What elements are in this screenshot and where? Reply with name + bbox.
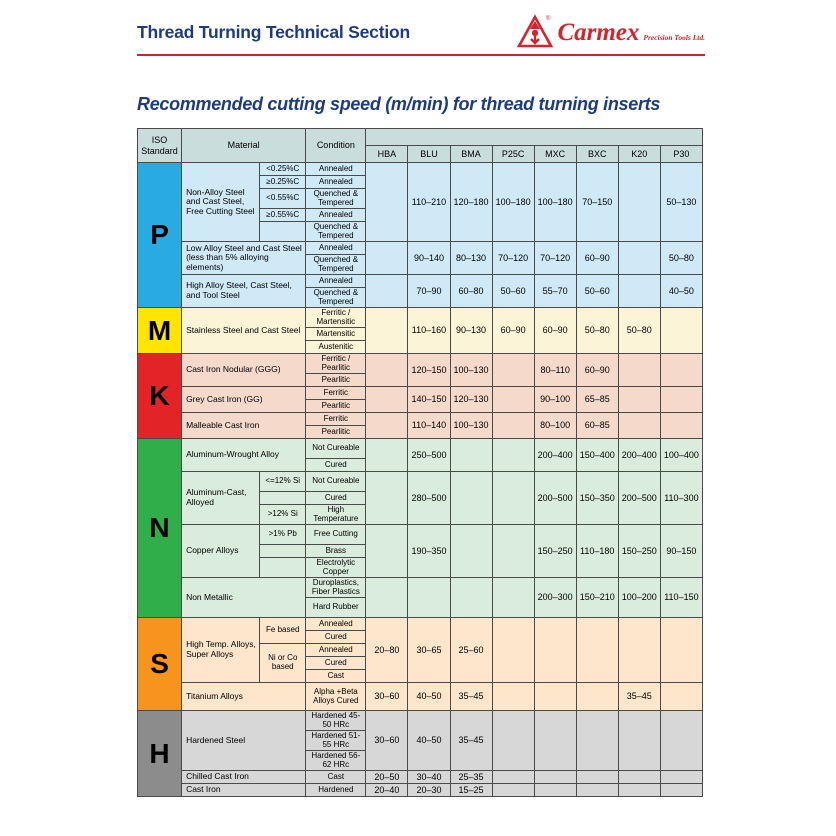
condition-cell: High Temperature bbox=[306, 505, 366, 525]
value-cell bbox=[618, 242, 660, 275]
condition-cell: Fe based bbox=[260, 618, 306, 644]
condition-cell: Ferritic / Martensitic bbox=[306, 308, 366, 328]
value-cell bbox=[618, 163, 660, 242]
condition-cell: Ferritic bbox=[306, 387, 366, 400]
value-cell bbox=[660, 354, 702, 387]
table-row bbox=[138, 618, 703, 631]
col-header-grade: HBA bbox=[366, 146, 408, 163]
value-cell bbox=[576, 771, 618, 784]
material-cell: High Temp. Alloys, Super Alloys bbox=[182, 618, 260, 683]
condition-cell: Hardened 45-50 HRc bbox=[306, 711, 366, 731]
value-cell: 35–45 bbox=[618, 683, 660, 711]
condition-cell: Quenched & Tempered bbox=[306, 255, 366, 275]
condition-cell: Not Cureable bbox=[306, 439, 366, 459]
logo-brand: Carmex bbox=[557, 18, 640, 46]
value-cell: 50–60 bbox=[492, 275, 534, 308]
value-cell: 60–90 bbox=[576, 242, 618, 275]
value-cell bbox=[450, 472, 492, 525]
value-cell: 200–500 bbox=[534, 472, 576, 525]
value-cell bbox=[618, 354, 660, 387]
value-cell bbox=[492, 618, 534, 683]
condition-cell: Annealed bbox=[306, 275, 366, 288]
value-cell: 90–140 bbox=[408, 242, 450, 275]
logo-subtitle: Precision Tools Ltd. bbox=[643, 32, 705, 42]
value-cell: 50–80 bbox=[618, 308, 660, 354]
material-cell: Stainless Steel and Cast Steel bbox=[182, 308, 306, 354]
condition-cell: Ferritic bbox=[306, 413, 366, 426]
value-cell: 30–60 bbox=[366, 683, 408, 711]
value-cell: 250–500 bbox=[408, 439, 450, 472]
value-cell bbox=[534, 711, 576, 771]
condition-cell: Cured bbox=[306, 631, 366, 644]
condition-cell: Austenitic bbox=[306, 341, 366, 354]
value-cell: 80–100 bbox=[534, 413, 576, 439]
value-cell: 55–70 bbox=[534, 275, 576, 308]
condition-cell: Pearlitic bbox=[306, 426, 366, 439]
col-header-grade: BXC bbox=[576, 146, 618, 163]
table-row bbox=[138, 354, 703, 374]
value-cell bbox=[618, 711, 660, 771]
value-cell bbox=[492, 784, 534, 797]
value-cell: 60–85 bbox=[576, 413, 618, 439]
value-cell bbox=[660, 387, 702, 413]
value-cell: 90–150 bbox=[660, 525, 702, 578]
value-cell: 100–130 bbox=[450, 413, 492, 439]
col-header-grade: BMA bbox=[450, 146, 492, 163]
condition-cell: Cast bbox=[306, 670, 366, 683]
value-cell bbox=[618, 784, 660, 797]
value-cell bbox=[660, 413, 702, 439]
col-header-condition: Condition bbox=[306, 129, 366, 163]
value-cell bbox=[660, 618, 702, 683]
condition-cell: Cured bbox=[306, 459, 366, 472]
value-cell bbox=[576, 683, 618, 711]
value-cell bbox=[492, 439, 534, 472]
value-cell: 25–35 bbox=[450, 771, 492, 784]
table-row bbox=[138, 439, 703, 459]
value-cell bbox=[618, 413, 660, 439]
material-cell: Cast Iron Nodular (GGG) bbox=[182, 354, 306, 387]
material-cell: Non-Alloy Steel and Cast Steel, Free Cutting Steel bbox=[182, 163, 260, 242]
iso-letter-h: H bbox=[138, 711, 182, 797]
col-header-grade: BLU bbox=[408, 146, 450, 163]
value-cell: 60–90 bbox=[576, 354, 618, 387]
value-cell bbox=[534, 683, 576, 711]
material-cell: Non Metallic bbox=[182, 578, 306, 618]
value-cell bbox=[660, 711, 702, 771]
col-header-iso: ISO Standard bbox=[138, 129, 182, 163]
material-cell: Malleable Cast Iron bbox=[182, 413, 306, 439]
condition-cell: ≥0.55%C bbox=[260, 209, 306, 222]
page-content bbox=[137, 0, 705, 797]
value-cell: 60–90 bbox=[534, 308, 576, 354]
value-cell: 40–50 bbox=[660, 275, 702, 308]
material-cell: Cast Iron bbox=[182, 784, 306, 797]
value-cell bbox=[618, 771, 660, 784]
value-cell bbox=[534, 771, 576, 784]
registered-mark: ® bbox=[546, 16, 551, 22]
value-cell bbox=[366, 525, 408, 578]
col-header-grades-spacer bbox=[366, 129, 703, 146]
condition-cell: Electrolytic Copper bbox=[306, 558, 366, 578]
value-cell: 100–200 bbox=[618, 578, 660, 618]
col-header-material: Material bbox=[182, 129, 306, 163]
value-cell bbox=[534, 784, 576, 797]
material-cell: Chilled Cast Iron bbox=[182, 771, 306, 784]
value-cell bbox=[366, 308, 408, 354]
value-cell bbox=[492, 413, 534, 439]
table-row bbox=[138, 387, 703, 400]
value-cell: 110–300 bbox=[660, 472, 702, 525]
condition-cell: Pearlitic bbox=[306, 374, 366, 387]
condition-cell: Annealed bbox=[306, 176, 366, 189]
page-title: Recommended cutting speed (m/min) for thread turning inserts bbox=[137, 94, 661, 114]
value-cell: 70–150 bbox=[576, 163, 618, 242]
condition-cell: Martensitic bbox=[306, 328, 366, 341]
condition-cell: Brass bbox=[306, 545, 366, 558]
condition-cell: ≥0.25%C bbox=[260, 176, 306, 189]
value-cell: 50–130 bbox=[660, 163, 702, 242]
value-cell: 20–30 bbox=[408, 784, 450, 797]
value-cell: 140–150 bbox=[408, 387, 450, 413]
value-cell bbox=[450, 439, 492, 472]
condition-cell bbox=[260, 492, 306, 505]
value-cell bbox=[492, 711, 534, 771]
value-cell: 30–65 bbox=[408, 618, 450, 683]
condition-cell: Hard Rubber bbox=[306, 598, 366, 618]
value-cell: 100–130 bbox=[450, 354, 492, 387]
iso-letter-n: N bbox=[138, 439, 182, 618]
value-cell bbox=[450, 525, 492, 578]
value-cell: 35–45 bbox=[450, 683, 492, 711]
condition-cell: Annealed bbox=[306, 242, 366, 255]
condition-cell: Quenched & Tempered bbox=[306, 288, 366, 308]
value-cell: 280–500 bbox=[408, 472, 450, 525]
condition-cell: Annealed bbox=[306, 209, 366, 222]
material-cell: Copper Alloys bbox=[182, 525, 260, 578]
value-cell: 30–60 bbox=[366, 711, 408, 771]
value-cell: 90–130 bbox=[450, 308, 492, 354]
carmex-logo bbox=[517, 14, 705, 50]
value-cell: 200–400 bbox=[618, 439, 660, 472]
value-cell: 110–150 bbox=[660, 578, 702, 618]
condition-cell: <=12% Si bbox=[260, 472, 306, 492]
value-cell bbox=[366, 387, 408, 413]
col-header-grade: P25C bbox=[492, 146, 534, 163]
value-cell bbox=[618, 618, 660, 683]
value-cell: 120–150 bbox=[408, 354, 450, 387]
value-cell bbox=[492, 354, 534, 387]
value-cell bbox=[366, 439, 408, 472]
iso-letter-k: K bbox=[138, 354, 182, 439]
value-cell: 200–300 bbox=[534, 578, 576, 618]
value-cell: 70–90 bbox=[408, 275, 450, 308]
value-cell: 120–130 bbox=[450, 387, 492, 413]
value-cell bbox=[408, 578, 450, 618]
value-cell bbox=[366, 275, 408, 308]
table-row bbox=[138, 525, 703, 545]
condition-cell: Quenched & Tempered bbox=[306, 189, 366, 209]
condition-cell: Not Cureable bbox=[306, 472, 366, 492]
value-cell bbox=[492, 525, 534, 578]
condition-cell: Annealed bbox=[306, 618, 366, 631]
value-cell: 100–180 bbox=[492, 163, 534, 242]
condition-cell: Hardened 51-55 HRc bbox=[306, 731, 366, 751]
condition-cell: Hardened bbox=[306, 784, 366, 797]
value-cell: 30–40 bbox=[408, 771, 450, 784]
value-cell bbox=[492, 578, 534, 618]
value-cell: 65–85 bbox=[576, 387, 618, 413]
material-cell: Aluminum-Wrought Alloy bbox=[182, 439, 306, 472]
value-cell: 70–120 bbox=[492, 242, 534, 275]
value-cell: 90–100 bbox=[534, 387, 576, 413]
iso-letter-s: S bbox=[138, 618, 182, 711]
value-cell: 110–140 bbox=[408, 413, 450, 439]
value-cell bbox=[618, 387, 660, 413]
table-row bbox=[138, 413, 703, 426]
value-cell: 20–50 bbox=[366, 771, 408, 784]
value-cell bbox=[366, 578, 408, 618]
table-row bbox=[138, 275, 703, 288]
iso-letter-p: P bbox=[138, 163, 182, 308]
table-body bbox=[138, 129, 703, 797]
value-cell: 80–110 bbox=[534, 354, 576, 387]
value-cell: 110–180 bbox=[576, 525, 618, 578]
condition-cell: <0.55%C bbox=[260, 189, 306, 209]
material-cell: Low Alloy Steel and Cast Steel (less than 5% alloying elements) bbox=[182, 242, 306, 275]
value-cell: 50–80 bbox=[660, 242, 702, 275]
material-cell: Titanium Alloys bbox=[182, 683, 306, 711]
table-row bbox=[138, 308, 703, 328]
value-cell bbox=[366, 354, 408, 387]
value-cell: 50–80 bbox=[576, 308, 618, 354]
condition-cell: Quenched & Tempered bbox=[306, 222, 366, 242]
section-title: Thread Turning Technical Section bbox=[137, 22, 410, 42]
condition-cell: >1% Pb bbox=[260, 525, 306, 545]
col-header-grade: MXC bbox=[534, 146, 576, 163]
value-cell bbox=[576, 784, 618, 797]
condition-cell: <0.25%C bbox=[260, 163, 306, 176]
value-cell bbox=[366, 413, 408, 439]
condition-cell: Hardened 56-62 HRc bbox=[306, 751, 366, 771]
value-cell: 150–250 bbox=[534, 525, 576, 578]
condition-cell: Cast bbox=[306, 771, 366, 784]
value-cell: 40–50 bbox=[408, 683, 450, 711]
condition-cell: Alpha +Beta Alloys Cured bbox=[306, 683, 366, 711]
value-cell bbox=[660, 771, 702, 784]
table-row bbox=[138, 242, 703, 255]
value-cell: 110–210 bbox=[408, 163, 450, 242]
value-cell: 60–80 bbox=[450, 275, 492, 308]
condition-cell: Free Cutting bbox=[306, 525, 366, 545]
value-cell: 25–60 bbox=[450, 618, 492, 683]
value-cell bbox=[576, 711, 618, 771]
condition-cell: Annealed bbox=[306, 644, 366, 657]
value-cell bbox=[660, 784, 702, 797]
value-cell: 50–60 bbox=[576, 275, 618, 308]
value-cell: 150–350 bbox=[576, 472, 618, 525]
value-cell bbox=[366, 242, 408, 275]
col-header-grade: P30 bbox=[660, 146, 702, 163]
value-cell bbox=[660, 683, 702, 711]
table-row bbox=[138, 129, 703, 146]
condition-cell: >12% Si bbox=[260, 505, 306, 525]
table-row bbox=[138, 711, 703, 731]
condition-cell: Duroplastics, Fiber Plastics bbox=[306, 578, 366, 598]
condition-cell bbox=[260, 545, 306, 558]
iso-letter-m: M bbox=[138, 308, 182, 354]
value-cell: 100–400 bbox=[660, 439, 702, 472]
value-cell: 200–400 bbox=[534, 439, 576, 472]
value-cell bbox=[492, 771, 534, 784]
cutting-speed-table bbox=[137, 128, 703, 797]
table-row bbox=[138, 771, 703, 784]
condition-cell: Ni or Co based bbox=[260, 644, 306, 683]
condition-cell: Annealed bbox=[306, 163, 366, 176]
condition-cell bbox=[260, 558, 306, 578]
value-cell bbox=[366, 163, 408, 242]
value-cell: 15–25 bbox=[450, 784, 492, 797]
value-cell bbox=[576, 618, 618, 683]
material-cell: Hardened Steel bbox=[182, 711, 306, 771]
value-cell: 200–500 bbox=[618, 472, 660, 525]
condition-cell: Ferritic / Pearlitic bbox=[306, 354, 366, 374]
value-cell: 40–50 bbox=[408, 711, 450, 771]
value-cell: 80–130 bbox=[450, 242, 492, 275]
condition-cell: Cured bbox=[306, 492, 366, 505]
table-row bbox=[138, 683, 703, 711]
value-cell bbox=[534, 618, 576, 683]
condition-cell: Cured bbox=[306, 657, 366, 670]
value-cell: 35–45 bbox=[450, 711, 492, 771]
value-cell bbox=[450, 578, 492, 618]
value-cell bbox=[660, 308, 702, 354]
value-cell: 120–180 bbox=[450, 163, 492, 242]
value-cell bbox=[618, 275, 660, 308]
condition-cell bbox=[260, 222, 306, 242]
condition-cell: Pearlitic bbox=[306, 400, 366, 413]
table-row bbox=[138, 578, 703, 598]
value-cell: 20–40 bbox=[366, 784, 408, 797]
value-cell: 110–160 bbox=[408, 308, 450, 354]
top-header bbox=[137, 0, 705, 56]
value-cell bbox=[366, 472, 408, 525]
value-cell: 150–250 bbox=[618, 525, 660, 578]
value-cell bbox=[492, 683, 534, 711]
value-cell: 190–350 bbox=[408, 525, 450, 578]
value-cell bbox=[492, 387, 534, 413]
value-cell: 70–120 bbox=[534, 242, 576, 275]
value-cell: 20–80 bbox=[366, 618, 408, 683]
material-cell: Grey Cast Iron (GG) bbox=[182, 387, 306, 413]
value-cell: 60–90 bbox=[492, 308, 534, 354]
col-header-grade: K20 bbox=[618, 146, 660, 163]
value-cell: 150–400 bbox=[576, 439, 618, 472]
material-cell: Aluminum-Cast, Alloyed bbox=[182, 472, 260, 525]
table-row bbox=[138, 163, 703, 176]
material-cell: High Alloy Steel, Cast Steel, and Tool Steel bbox=[182, 275, 306, 308]
value-cell: 150–210 bbox=[576, 578, 618, 618]
value-cell bbox=[492, 472, 534, 525]
table-row bbox=[138, 472, 703, 492]
carmex-triangle-icon bbox=[517, 14, 553, 50]
table-row bbox=[138, 784, 703, 797]
value-cell: 100–180 bbox=[534, 163, 576, 242]
